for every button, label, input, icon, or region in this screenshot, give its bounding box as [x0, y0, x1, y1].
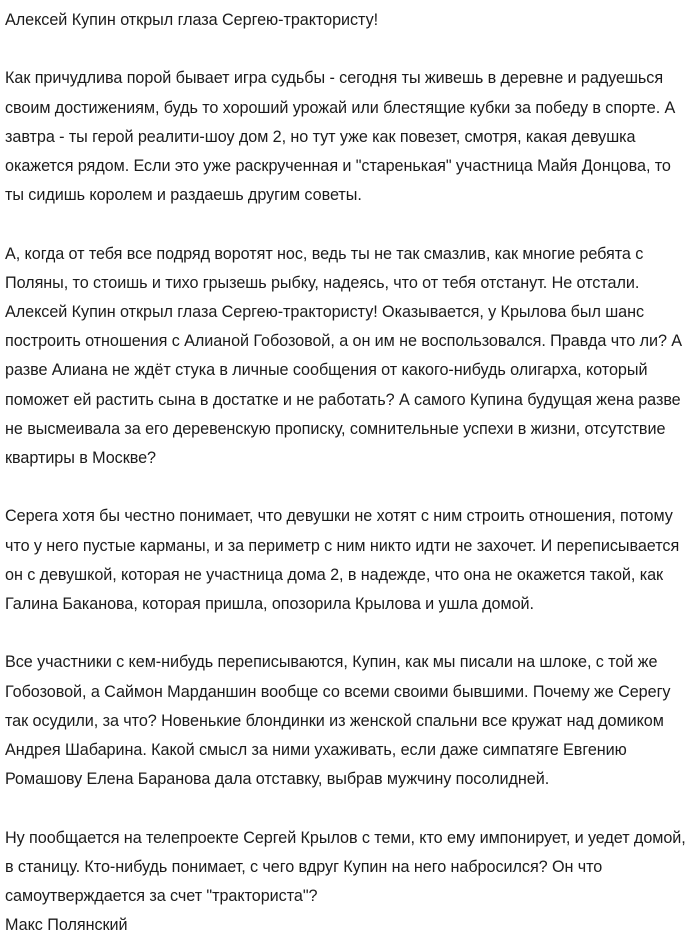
article-paragraph: Ну пообщается на телепроекте Сергей Крылов с теми, кто ему импонирует, и уедет домой, в станицу. Кто-нибудь понимает, с чего вдруг Купин на него набросился? Он что самоутверждается за счет "тракториста"? — [5, 828, 686, 906]
paragraph-spacer — [5, 210, 693, 239]
article-paragraph: Все участники с кем-нибудь переписываются, Купин, как мы писали на шлоке, с той же Гобозовой, а Саймон Марданшин вообще со всеми своими бывшими. Почему же Серегу так осудили, за что? Новенькие блондинки из женской спальни все кружат над домиком Андрея Шабарина. Какой смысл за ними ухаживать, если даже симпатяге Евгению Ромашову Елена Баранова дала отставку, выбрав мужчину посолидней. — [5, 653, 671, 789]
article-paragraph: Как причудлива порой бывает игра судьбы - сегодня ты живешь в деревне и радуешься своим достижениям, будь то хороший урожай или блестящие кубки за победу в спорте. А завтра - ты герой реалити-шоу дом 2, но тут уже как повезет, смотря, какая девушка окажется рядом. Если это уже раскрученная и "старенькая" участница Майя Донцова, то ты сидишь королем и раздаешь другим советы. — [5, 69, 676, 205]
paragraph-spacer — [5, 794, 693, 823]
paragraph-spacer — [5, 619, 693, 648]
paragraph-spacer — [5, 35, 693, 64]
article-paragraph: А, когда от тебя все подряд воротят нос, ведь ты не так смазлив, как многие ребята с Поляны, то стоишь и тихо грызешь рыбку, надеясь, что от тебя отстанут. Не отстали. Алексей Купин открыл глаза Сергею-трактористу! Оказывается, у Крылова был шанс построить отношения с Алианой Гобозовой, а он им не воспользовался. Правда что ли? А разве Алиана не ждёт стука в личные сообщения от какого-нибудь олигарха, который поможет ей растить сына в достатке и не работать? А самого Купина будущая жена разве не высмеивала за его деревенскую прописку, сомнительные успехи в жизни, отсутствие квартиры в Москве? — [5, 244, 683, 468]
article-author-signature: Макс Полянский — [5, 916, 128, 935]
article-paragraph: Серега хотя бы честно понимает, что девушки не хотят с ним строить отношения, потому что у него пустые карманы, и за периметр с ним никто идти не захочет. И переписывается он с девушкой, которая не участница дома 2, в надежде, что она не окажется такой, как Галина Баканова, которая пришла, опозорила Крылова и ушла домой. — [5, 507, 680, 614]
paragraph-spacer — [5, 473, 693, 502]
article-title: Алексей Купин открыл глаза Сергею-трактористу! — [5, 11, 379, 29]
